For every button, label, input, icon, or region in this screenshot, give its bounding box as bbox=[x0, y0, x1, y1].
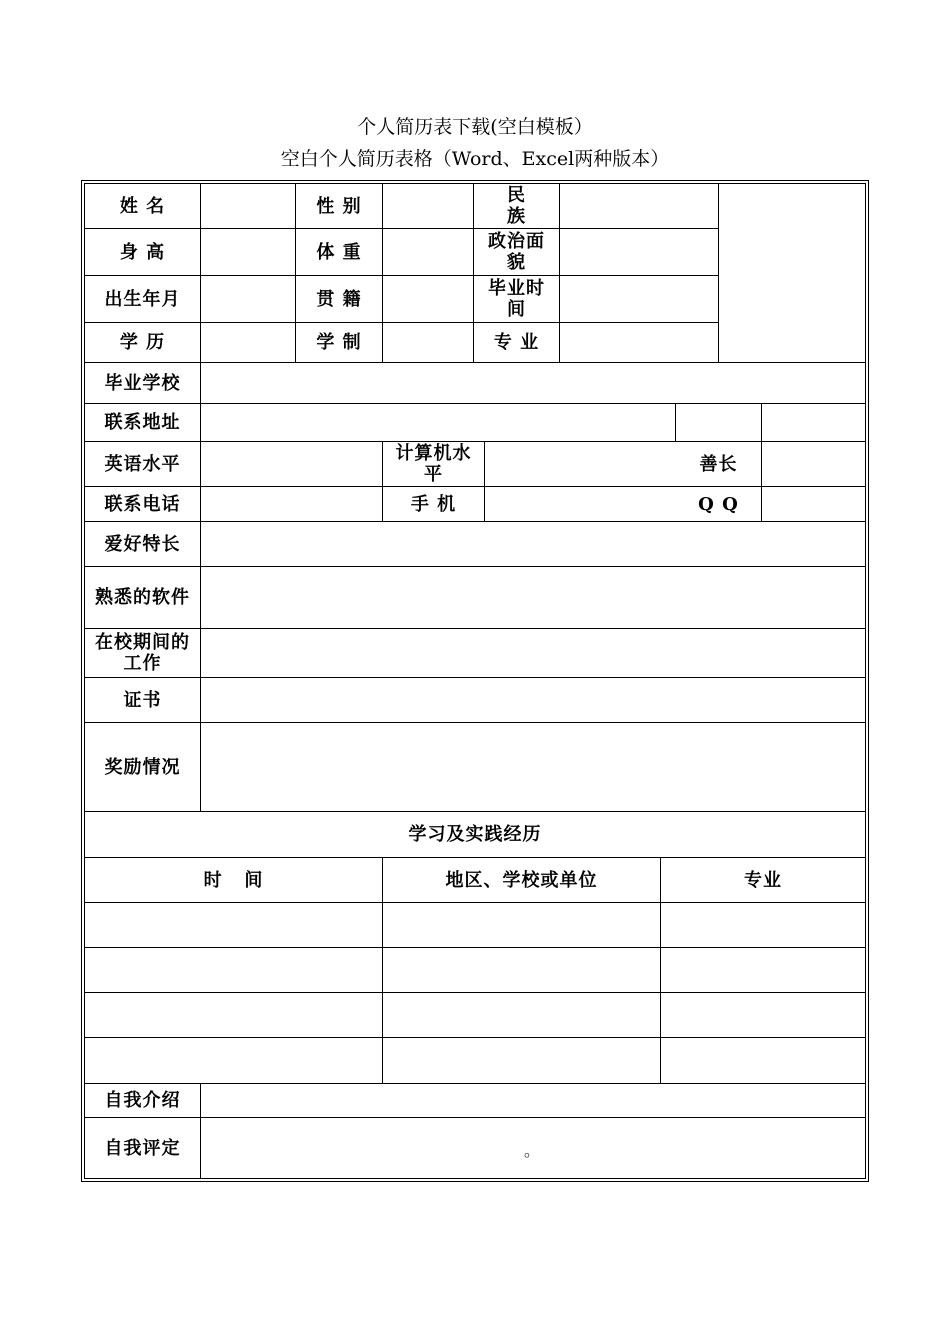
software-field[interactable] bbox=[201, 567, 865, 628]
name-field[interactable] bbox=[201, 184, 295, 228]
awards-label: 奖励情况 bbox=[104, 756, 181, 778]
self-eval-field[interactable] bbox=[201, 1118, 865, 1178]
campus-work-label: 在校期间的 工作 bbox=[95, 632, 190, 674]
experience-section-header: 学习及实践经历 bbox=[408, 824, 542, 845]
graduated-school-field[interactable] bbox=[201, 363, 865, 403]
campus-work-field[interactable] bbox=[201, 629, 865, 677]
self-eval-text: 。 bbox=[524, 1141, 541, 1160]
phone-field[interactable] bbox=[201, 487, 382, 521]
awards-field[interactable] bbox=[201, 723, 865, 811]
certificates-label: 证书 bbox=[123, 689, 162, 711]
height-label: 身 高 bbox=[119, 241, 166, 263]
education-label: 学 历 bbox=[119, 332, 166, 353]
gender-label: 性 别 bbox=[316, 195, 362, 217]
experience-row-1-time[interactable] bbox=[85, 903, 382, 947]
specialty-field[interactable] bbox=[762, 442, 865, 486]
column-header-place: 地区、学校或单位 bbox=[445, 869, 598, 891]
software-label: 熟悉的软件 bbox=[95, 587, 190, 608]
address-extra-field[interactable] bbox=[762, 404, 865, 441]
political-status-label: 政治面 貌 bbox=[488, 231, 545, 273]
ethnicity-field[interactable] bbox=[560, 184, 718, 228]
experience-row-4-time[interactable] bbox=[85, 1038, 382, 1083]
major-field[interactable] bbox=[560, 323, 718, 362]
experience-row-3-place[interactable] bbox=[383, 993, 660, 1037]
experience-row-1-major[interactable] bbox=[661, 903, 865, 947]
experience-row-4-major[interactable] bbox=[661, 1038, 865, 1083]
major-label: 专 业 bbox=[493, 332, 540, 353]
experience-row-2-place[interactable] bbox=[383, 948, 660, 992]
experience-row-2-time[interactable] bbox=[85, 948, 382, 992]
english-level-label: 英语水平 bbox=[104, 453, 181, 475]
address-extra-label-cell[interactable] bbox=[676, 404, 761, 441]
english-level-field[interactable] bbox=[201, 442, 382, 486]
hobbies-field[interactable] bbox=[201, 522, 865, 566]
birth-date-label: 出生年月 bbox=[104, 288, 181, 310]
mobile-field[interactable] bbox=[485, 487, 675, 521]
page-subtitle: 空白个人简历表格（Word、Excel两种版本） bbox=[280, 148, 670, 170]
school-system-label: 学 制 bbox=[316, 332, 362, 353]
graduated-school-label: 毕业学校 bbox=[104, 372, 181, 394]
contact-address-label: 联系地址 bbox=[104, 412, 181, 433]
certificates-field[interactable] bbox=[201, 678, 865, 722]
mobile-label: 手 机 bbox=[410, 493, 457, 515]
graduation-time-field[interactable] bbox=[560, 276, 718, 322]
self-intro-label: 自我介绍 bbox=[104, 1090, 181, 1111]
computer-level-label: 计算机水 平 bbox=[395, 443, 472, 485]
school-system-field[interactable] bbox=[383, 323, 473, 362]
political-status-field[interactable] bbox=[560, 229, 718, 275]
experience-row-1-place[interactable] bbox=[383, 903, 660, 947]
native-place-label: 贯 籍 bbox=[316, 288, 362, 310]
page-title: 个人简历表下载(空白模板） bbox=[357, 116, 593, 138]
qq-field[interactable] bbox=[762, 487, 865, 521]
experience-row-3-time[interactable] bbox=[85, 993, 382, 1037]
graduation-time-label: 毕业时 间 bbox=[488, 278, 545, 320]
name-label: 姓 名 bbox=[119, 195, 166, 217]
experience-row-2-major[interactable] bbox=[661, 948, 865, 992]
contact-address-field[interactable] bbox=[201, 404, 675, 441]
native-place-field[interactable] bbox=[383, 276, 473, 322]
self-eval-label: 自我评定 bbox=[104, 1137, 181, 1159]
specialty-label: 善长 bbox=[699, 453, 738, 475]
column-header-time: 时 间 bbox=[203, 869, 264, 891]
weight-label: 体 重 bbox=[316, 241, 362, 263]
column-header-major: 专业 bbox=[744, 869, 782, 891]
height-field[interactable] bbox=[201, 229, 295, 275]
birth-date-field[interactable] bbox=[201, 276, 295, 322]
hobbies-label: 爱好特长 bbox=[104, 533, 181, 555]
self-intro-field[interactable] bbox=[201, 1084, 865, 1117]
computer-level-field[interactable] bbox=[485, 442, 675, 486]
photo-area[interactable] bbox=[719, 184, 865, 362]
education-field[interactable] bbox=[201, 323, 295, 362]
qq-label: Q Q bbox=[698, 493, 739, 515]
experience-row-3-major[interactable] bbox=[661, 993, 865, 1037]
experience-row-4-place[interactable] bbox=[383, 1038, 660, 1083]
phone-label: 联系电话 bbox=[104, 493, 181, 515]
ethnicity-label: 民 族 bbox=[507, 185, 526, 227]
gender-field[interactable] bbox=[383, 184, 473, 228]
weight-field[interactable] bbox=[383, 229, 473, 275]
